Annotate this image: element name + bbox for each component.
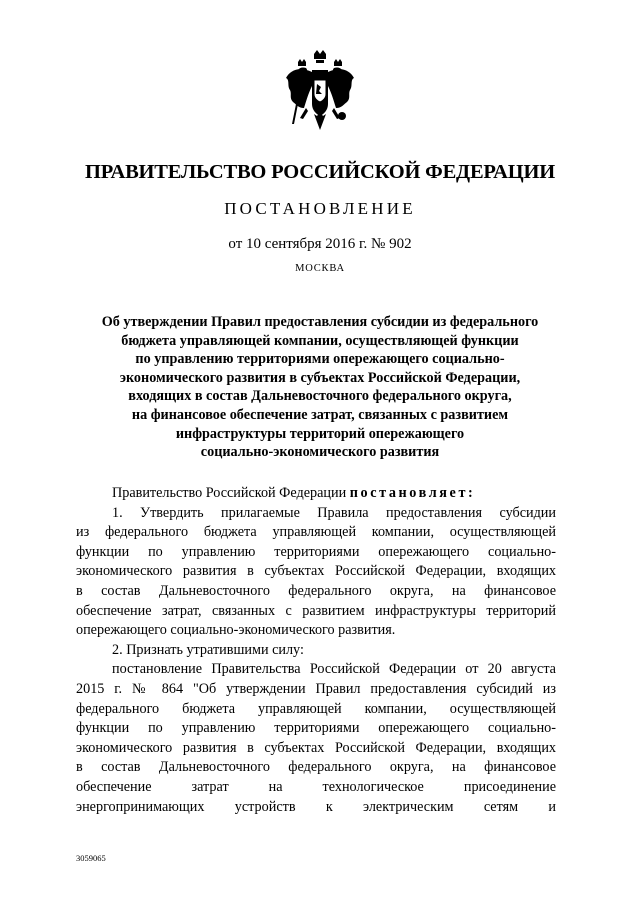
paragraph-3-line: функции по управлению территориями опережающего социально- [76, 720, 556, 737]
paragraph-1-line: опережающего социально-экономического развития. [76, 622, 396, 639]
title-line: входящих в состав Дальневосточного федерального округа, [128, 388, 512, 405]
paragraph-1-line: из федерального бюджета управляющей компании, осуществляющей [76, 524, 556, 541]
document-type: ПОСТАНОВЛЕНИЕ [224, 199, 416, 218]
paragraph-3-line: 2015 г. № 864 "Об утверждении Правил предоставления субсидий из [76, 680, 556, 697]
document-body [76, 484, 556, 817]
government-title: ПРАВИТЕЛЬСТВО РОССИЙСКОЙ ФЕДЕРАЦИИ [85, 161, 555, 183]
document-city: МОСКВА [295, 263, 345, 274]
paragraph-1-line: экономического развития в субъектах Российской Федерации, входящих [76, 563, 556, 580]
document-date-number: от 10 сентября 2016 г. № 902 [228, 236, 412, 252]
paragraph-3-line: федерального бюджета управляющей компании, осуществляющей [76, 700, 556, 717]
intro-text: Правительство Российской Федерации [112, 485, 350, 501]
paragraph-1-line: функции по управлению территориями опережающего социально- [76, 543, 556, 560]
paragraph-2: 2. Признать утратившими силу: [112, 641, 304, 658]
intro-paragraph [76, 484, 556, 504]
title-line: экономического развития в субъектах Российской Федерации, [119, 369, 521, 386]
paragraph-3-line: экономического развития в субъектах Российской Федерации, входящих [76, 739, 556, 756]
title-line: бюджета управляющей компании, осуществляющей функции [121, 332, 519, 349]
title-line: Об утверждении Правил предоставления субсидии из федерального [101, 314, 539, 330]
coat-of-arms-icon [284, 50, 356, 138]
paragraph-1-line: 1. Утвердить прилагаемые Правила предоставления субсидии [112, 504, 556, 521]
paragraph-1-line: обеспечение затрат, связанных с развитием инфраструктуры территорий [76, 602, 556, 619]
intro-emphasis: постановляет: [349, 485, 476, 501]
title-line: на финансовое обеспечение затрат, связанных с развитием [131, 406, 509, 423]
paragraph-3-line: энергопринимающих устройств к электрическим сетям и [76, 798, 556, 815]
title-line: инфраструктуры территорий опережающего [175, 425, 465, 442]
title-line: социально-экономического развития [200, 444, 440, 461]
paragraph-3-line: в состав Дальневосточного федерального округа, на финансовое [76, 759, 556, 776]
paragraph-1-line: в состав Дальневосточного федерального округа, на финансовое [76, 582, 556, 599]
title-line: по управлению территориями опережающего социально- [135, 351, 505, 368]
paragraph-3-line: обеспечение затрат на технологическое присоединение [76, 778, 556, 795]
document-title [70, 313, 570, 462]
document-code: 3059065 [76, 853, 106, 863]
paragraph-3-line: постановление Правительства Российской Федерации от 20 августа [112, 661, 556, 678]
